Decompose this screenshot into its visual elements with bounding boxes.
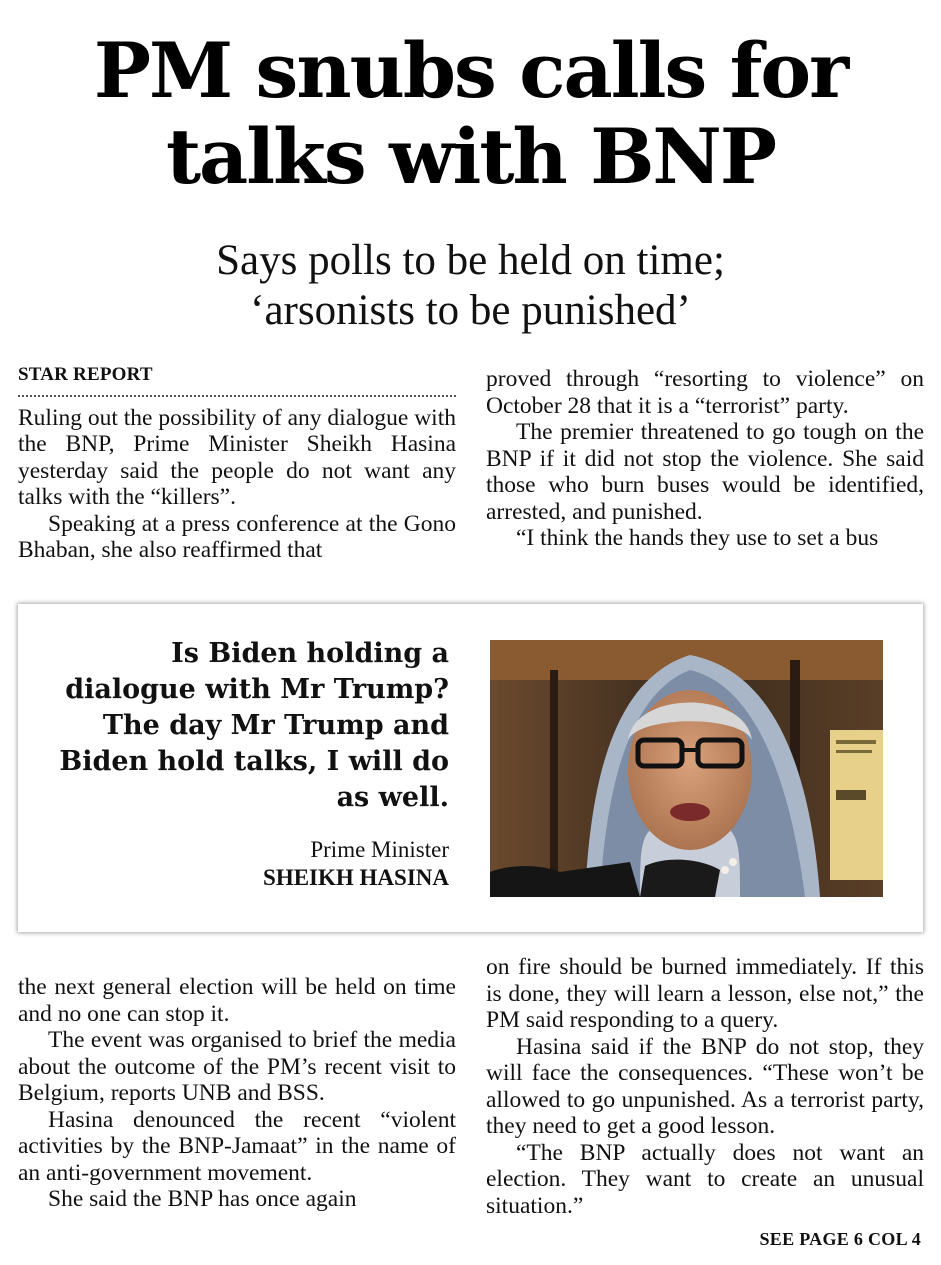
paragraph: The event was organised to brief the media about the outcome of the PM’s recent visit to Belgium, reports UNB and BSS. (18, 1027, 456, 1106)
attribution-title: Prime Minister (310, 837, 449, 862)
pull-quote-box (18, 604, 923, 932)
attribution-name: SHEIKH HASINA (263, 865, 449, 890)
paragraph: on fire should be burned immediately. If this is done, they will learn a lesson, else not,” the PM said responding to a query. (486, 954, 924, 1033)
subhead-line-1: Says polls to be held on time; (216, 237, 725, 284)
paragraph: proved through “resorting to violence” on October 28 that it is a “terrorist” party. (486, 366, 924, 419)
paragraph: “The BNP actually does not want an election. They want to create an unusual situation.” (486, 1139, 924, 1219)
headline-line-2: talks with BNP (165, 112, 776, 201)
paragraph: “I think the hands they use to set a bus (516, 525, 879, 551)
paragraph: Hasina denounced the recent “violent activities by the BNP-Jamaat” in the name of an anti-government movement. (18, 1106, 456, 1186)
pull-quote: Is Biden holding a dialogue with Mr Trump? The day Mr Trump and Biden hold talks, I will do as well. (59, 638, 449, 813)
article-column-1-top (18, 362, 456, 564)
article-column-2-bottom (486, 954, 924, 1219)
byline: STAR REPORT (18, 362, 456, 397)
paragraph: Ruling out the possibility of any dialogue with the BNP, Prime Minister Sheikh Hasina yesterday said the people do not want any talks with the “killers”. (18, 404, 456, 510)
paragraph: The premier threatened to go tough on the BNP if it did not stop the violence. She said those who burn buses would be identified, arrested, and punished. (486, 419, 924, 525)
paragraph: Hasina said if the BNP do not stop, they will face the consequences. “These won’t be allowed to go unpunished. As a terrorist party, they need to get a good lesson. (486, 1033, 924, 1139)
article-column-2-top (486, 366, 924, 552)
continuation-link[interactable]: SEE PAGE 6 COL 4 (759, 1229, 921, 1249)
article-column-1-bottom (18, 974, 456, 1213)
subhead-line-2: ‘arsonists to be punished’ (250, 287, 691, 334)
subheadline (0, 236, 941, 336)
headline-line-1: PM snubs calls for (93, 26, 848, 115)
paragraph: She said the BNP has once again (48, 1186, 357, 1212)
headline (0, 28, 941, 200)
paragraph: Speaking at a press conference at the Gono Bhaban, she also reaffirmed that (18, 510, 456, 563)
speaker-photo (490, 640, 883, 897)
paragraph: the next general election will be held on time and no one can stop it. (18, 974, 456, 1027)
quote-attribution (149, 836, 449, 892)
